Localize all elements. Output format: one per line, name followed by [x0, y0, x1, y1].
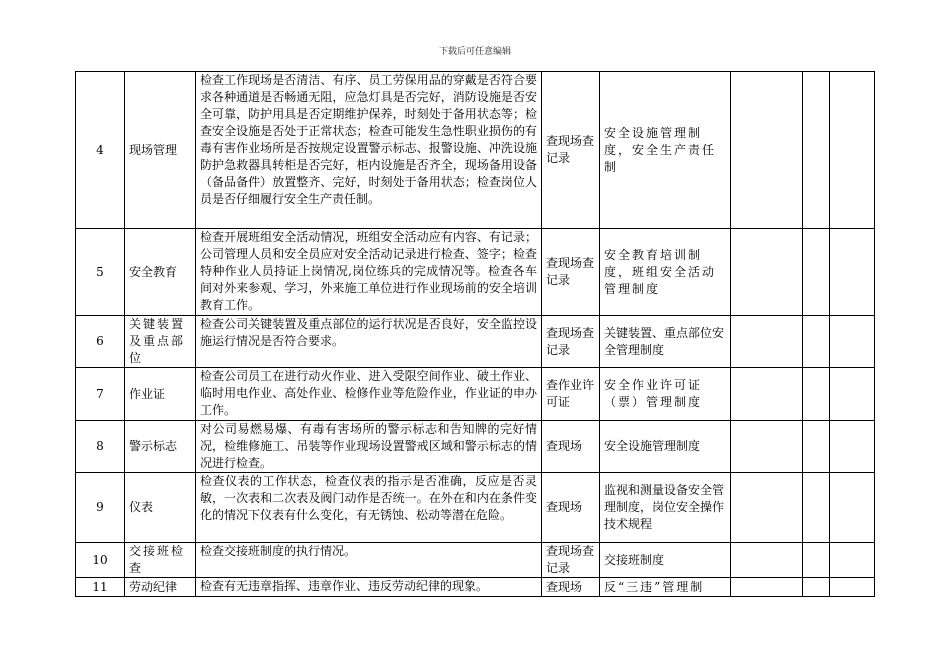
check-basis: 反“三违”管理制	[600, 578, 731, 597]
check-basis: 关键装置、重点部位安全管理制度	[600, 316, 731, 368]
blank-cell	[803, 473, 830, 543]
check-method: 查现场查记录	[542, 72, 600, 229]
blank-cell	[731, 72, 803, 229]
check-basis: 安全作业许可证（票）管理制度	[600, 368, 731, 421]
check-content: 对公司易燃易爆、有毒有害场所的警示标志和告知牌的完好情况，检维修施工、吊装等作业现场设置警戒区域和警示标志的情况进行检查。	[196, 421, 542, 473]
blank-cell	[803, 316, 830, 368]
check-item: 作业证	[125, 368, 196, 421]
row-number: 10	[76, 543, 125, 578]
row-number: 11	[76, 578, 125, 597]
check-content: 检查开展班组安全活动情况，班组安全活动应有内容、有记录；公司管理人员和安全员应对安全活动记录进行检查、签字；检查特种作业人员持证上岗情况,岗位练兵的完成情况等。检查各车间对外来参观、学习，外来施工单位进行作业现场前的安全培训教育工作。	[196, 229, 542, 316]
table-row	[76, 421, 875, 473]
row-number: 8	[76, 421, 125, 473]
blank-cell	[830, 229, 875, 316]
check-item: 安全教育	[125, 229, 196, 316]
blank-cell	[731, 543, 803, 578]
check-item: 关键装置及重点部位	[125, 316, 196, 368]
blank-cell	[830, 421, 875, 473]
check-method: 查现场查记录	[542, 316, 600, 368]
check-item: 仪表	[125, 473, 196, 543]
check-item: 交接班检查	[125, 543, 196, 578]
table-row	[76, 543, 875, 578]
blank-cell	[803, 578, 830, 597]
blank-cell	[803, 421, 830, 473]
page-header: 下载后可任意编辑	[438, 47, 511, 57]
blank-cell	[830, 578, 875, 597]
check-basis: 交接班制度	[600, 543, 731, 578]
check-basis: 安全教育培训制度，班组安全活动管理制度	[600, 229, 731, 316]
check-content: 检查仪表的工作状态，检查仪表的指示是否准确，反应是否灵敏，一次表和二次表及阀门动作是否统一。在外在和内在条件变化的情况下仪表有什么变化，有无锈蚀、松动等潜在危险。	[196, 473, 542, 543]
blank-cell	[803, 229, 830, 316]
blank-cell	[731, 473, 803, 543]
row-number: 7	[76, 368, 125, 421]
blank-cell	[731, 316, 803, 368]
check-method: 查作业许可证	[542, 368, 600, 421]
blank-cell	[803, 72, 830, 229]
table-row	[76, 473, 875, 543]
blank-cell	[731, 229, 803, 316]
blank-cell	[830, 316, 875, 368]
check-content: 检查工作现场是否清洁、有序、员工劳保用品的穿戴是否符合要求各种通道是否畅通无阻，应急灯具是否完好，消防设施是否安全可靠，防护用具是否定期维护保养，时刻处于备用状态等；检查安全设施是否处于正常状态；检查可能发生急性职业损伤的有毒有害作业场所是否按规定设置警示标志、报警设施、冲洗设施防护急救器具转柜是否完好，柜内设施是否齐全，现场备用设备（备品备件）放置整齐、完好，时刻处于备用状态；检查岗位人员是否仔细履行安全生产责任制。	[196, 72, 542, 229]
row-number: 4	[76, 72, 125, 229]
check-item: 劳动纪律	[125, 578, 196, 597]
check-method: 查现场	[542, 421, 600, 473]
blank-cell	[830, 473, 875, 543]
check-item: 现场管理	[125, 72, 196, 229]
table-row	[76, 316, 875, 368]
table-row	[76, 229, 875, 316]
check-method: 查现场查记录	[542, 543, 600, 578]
blank-cell	[731, 421, 803, 473]
check-basis: 监视和测量设备安全管理制度，岗位安全操作技术规程	[600, 473, 731, 543]
table-row	[76, 72, 875, 229]
inspection-table	[75, 71, 875, 597]
blank-cell	[803, 368, 830, 421]
check-method: 查现场	[542, 578, 600, 597]
table-row	[76, 368, 875, 421]
check-content: 检查有无违章指挥、违章作业、违反劳动纪律的现象。	[196, 578, 542, 597]
row-number: 6	[76, 316, 125, 368]
blank-cell	[731, 578, 803, 597]
blank-cell	[803, 543, 830, 578]
check-content: 检查交接班制度的执行情况。	[196, 543, 542, 578]
check-basis: 安全设施管理制度，安全生产责任制	[600, 72, 731, 229]
blank-cell	[731, 368, 803, 421]
check-item: 警示标志	[125, 421, 196, 473]
blank-cell	[830, 368, 875, 421]
check-basis: 安全设施管理制度	[600, 421, 731, 473]
table-row	[76, 578, 875, 597]
row-number: 5	[76, 229, 125, 316]
check-content: 检查公司关键装置及重点部位的运行状况是否良好，安全监控设施运行情况是否符合要求。	[196, 316, 542, 368]
blank-cell	[830, 543, 875, 578]
check-method: 查现场查记录	[542, 229, 600, 316]
check-method: 查现场	[542, 473, 600, 543]
row-number: 9	[76, 473, 125, 543]
check-content: 检查公司员工在进行动火作业、进入受限空间作业、破土作业、临时用电作业、高处作业、检修作业等危险作业，作业证的申办工作。	[196, 368, 542, 421]
blank-cell	[830, 72, 875, 229]
